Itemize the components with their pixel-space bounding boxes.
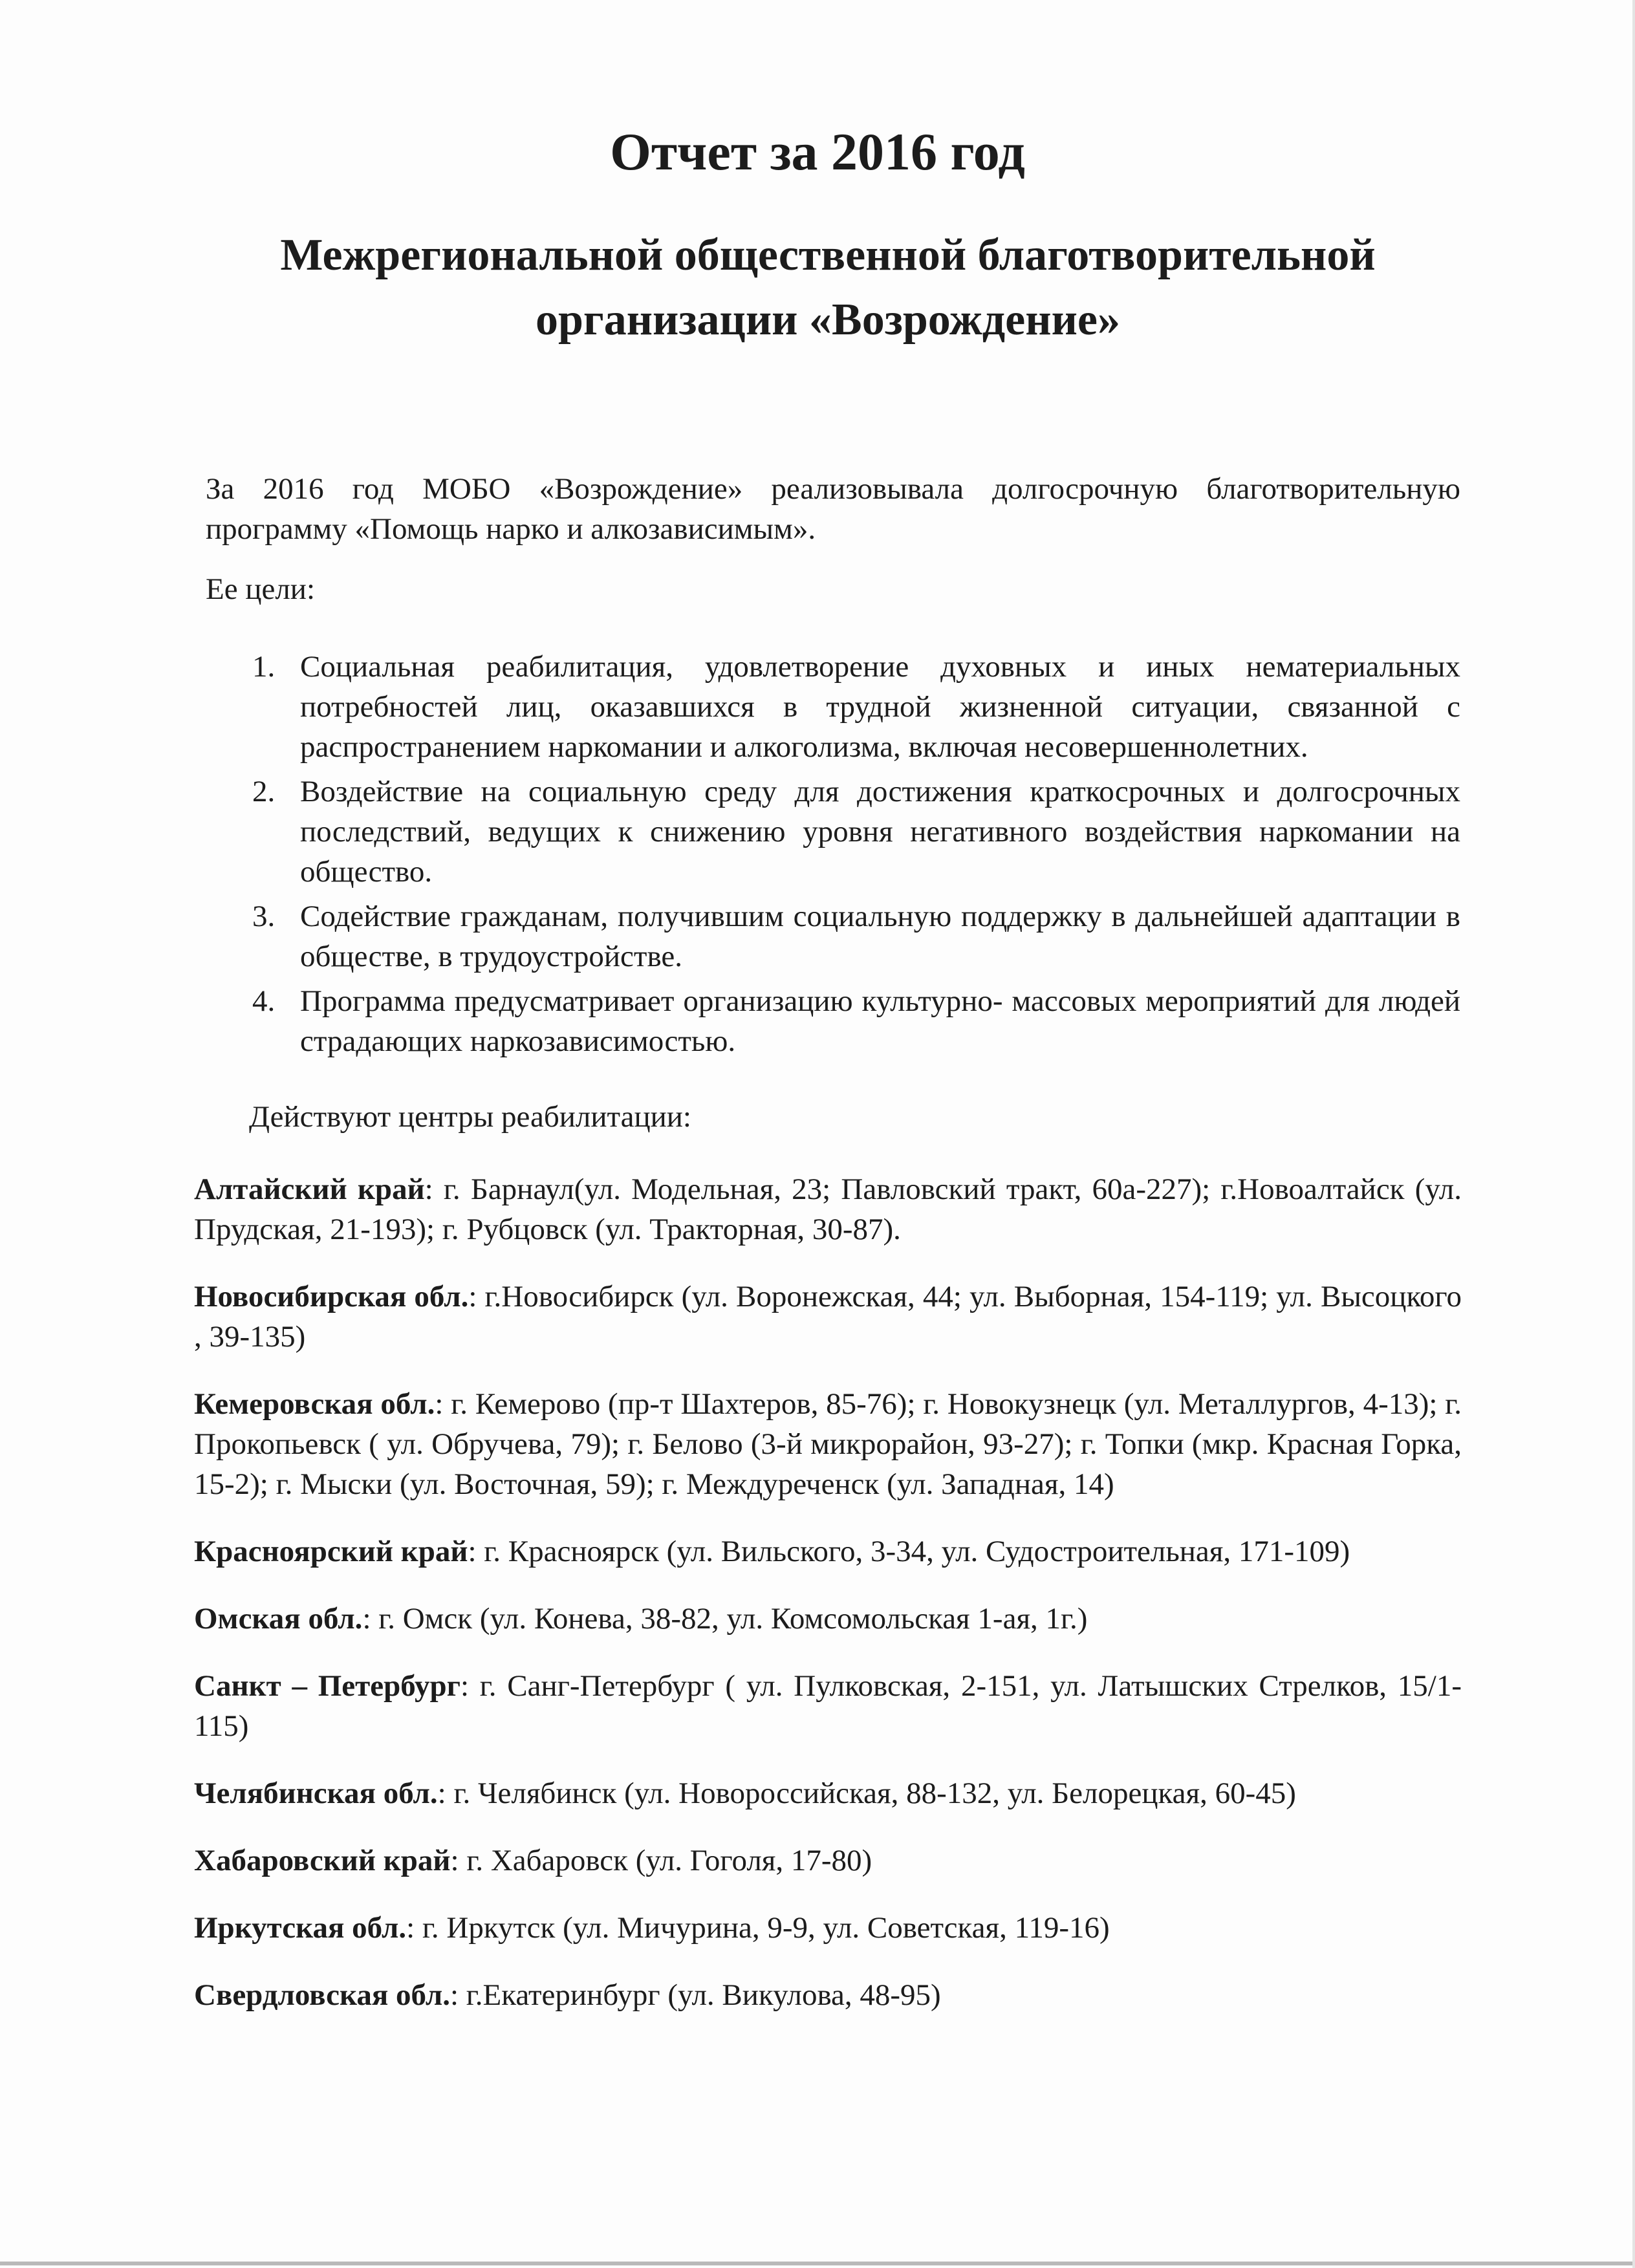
scan-right-edge [1632,0,1635,2268]
goal-item [246,647,1460,767]
region-entry [194,1666,1462,1746]
region-name: Омская обл. [194,1602,363,1636]
goal-number: 2. [252,775,276,808]
region-entry [194,1277,1462,1357]
region-addresses: : г. Санг-Петербург ( ул. Пулковская, 2-151, ул. Латышских Стрелков, 15/1-115) [194,1669,1462,1743]
goal-text: Воздействие на социальную среду для достижения краткосрочных и долгосрочных последствий, ведущих к снижению уровня негативного воздействия наркомании на общество. [300,775,1460,889]
goals-label: Ее цели: [206,572,315,606]
intro-paragraph [206,469,1460,549]
region-name: Красноярский край [194,1535,468,1568]
region-addresses: : г.Екатеринбург (ул. Викулова, 48-95) [450,1978,941,2012]
centers-label: Действуют центры реабилитации: [249,1100,691,1134]
region-entry [194,1169,1462,1249]
region-addresses: : г. Иркутск (ул. Мичурина, 9-9, ул. Советская, 119-16) [406,1911,1110,1945]
intro-line-1: За 2016 год МОБО «Возрождение» реализовывала долгосрочную благотворительную [206,472,1460,506]
region-name: Челябинская обл. [194,1777,438,1810]
region-addresses: : г. Челябинск (ул. Новороссийская, 88-132, ул. Белорецкая, 60-45) [437,1777,1296,1810]
document-title: Отчет за 2016 год [610,122,1025,181]
region-entry [194,1908,1462,1948]
region-addresses: : г. Кемерово (пр-т Шахтеров, 85-76); г. Новокузнецк (ул. Металлургов, 4-13); г. Прокопьевск ( ул. Обручева, 79); г. Белово (3-й микрорайон, 93-27); г. Топки (мкр. Красная Горка, 15-2); г. Мыски (ул. Восточная, 59); г. Междуреченск (ул. Западная, 14) [194,1387,1462,1501]
region-addresses: : г. Барнаул(ул. Модельная, 23; Павловский тракт, 60а-227); г.Новоалтайск (ул. Прудская, 21-193); г. Рубцовск (ул. Тракторная, 30-87). [194,1172,1462,1246]
region-entry [194,1773,1462,1813]
region-entry [194,1975,1462,2015]
goal-item [246,772,1460,892]
goal-item [246,981,1460,1061]
goal-text: Программа предусматривает организацию культурно- массовых мероприятий для людей страдающих наркозависимостью. [300,984,1460,1058]
regions-list [194,1169,1462,2042]
intro-line-2: программу «Помощь нарко и алкозависимым». [206,512,816,546]
goal-number: 3. [252,900,276,933]
goal-number: 1. [252,650,276,684]
region-name: Свердловская обл. [194,1978,450,2012]
region-name: Санкт – Петербург [194,1669,460,1703]
scan-bottom-edge [0,2262,1635,2265]
goals-list [246,647,1460,1066]
region-entry [194,1599,1462,1639]
region-name: Новосибирская обл. [194,1280,469,1313]
region-name: Кемеровская обл. [194,1387,435,1421]
goal-text: Содействие гражданам, получившим социальную поддержку в дальнейшей адаптации в обществе, в трудоустройстве. [300,900,1460,973]
region-name: Алтайский край [194,1172,425,1206]
region-addresses: : г. Красноярск (ул. Вильского, 3-34, ул. Судостроительная, 171-109) [468,1535,1350,1568]
document-subtitle: Межрегиональной общественной благотворительной организации «Возрождение» [280,230,1376,345]
region-entry [194,1531,1462,1571]
region-entry [194,1841,1462,1881]
region-name: Иркутская обл. [194,1911,407,1945]
goal-item [246,896,1460,977]
goal-number: 4. [252,984,276,1018]
region-entry [194,1384,1462,1504]
region-name: Хабаровский край [194,1844,451,1877]
region-addresses: : г. Омск (ул. Конева, 38-82, ул. Комсомольская 1-ая, 1г.) [362,1602,1088,1636]
goal-text: Социальная реабилитация, удовлетворение духовных и иных нематериальных потребностей лиц, оказавшихся в трудной жизненной ситуации, связанной с распространением наркомании и алкоголизма, включая несовершеннолетних. [300,650,1460,764]
region-addresses: : г.Новосибирск (ул. Воронежская, 44; ул. Выборная, 154-119; ул. Высоцкого , 39-135) [194,1280,1462,1354]
region-addresses: : г. Хабаровск (ул. Гоголя, 17-80) [450,1844,872,1877]
